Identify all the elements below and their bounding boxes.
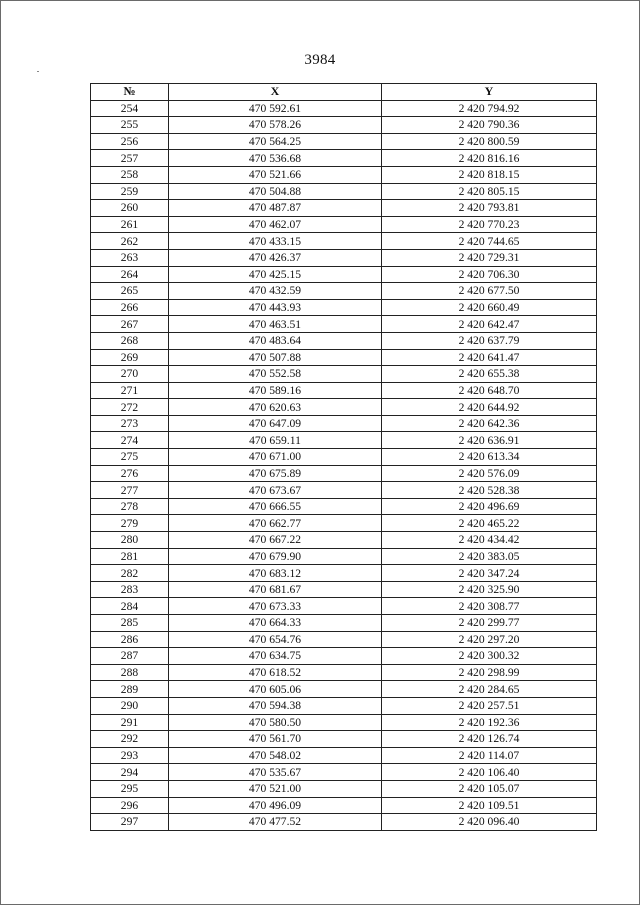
table-row — [91, 697, 597, 714]
cell-number: 286 — [91, 631, 169, 648]
table-row — [91, 249, 597, 266]
cell-x: 470 589.16 — [169, 382, 382, 399]
cell-y: 2 420 636.91 — [382, 432, 597, 449]
cell-number: 291 — [91, 714, 169, 731]
cell-number: 284 — [91, 598, 169, 615]
cell-number: 262 — [91, 233, 169, 250]
table-row — [91, 797, 597, 814]
cell-y: 2 420 192.36 — [382, 714, 597, 731]
cell-x: 470 535.67 — [169, 764, 382, 781]
table-row — [91, 349, 597, 366]
table-row — [91, 233, 597, 250]
cell-y: 2 420 655.38 — [382, 366, 597, 383]
cell-number: 270 — [91, 366, 169, 383]
cell-number: 254 — [91, 100, 169, 117]
table-row — [91, 731, 597, 748]
cell-y: 2 420 644.92 — [382, 399, 597, 416]
table-row — [91, 681, 597, 698]
table-row — [91, 548, 597, 565]
cell-number: 281 — [91, 548, 169, 565]
table-row — [91, 764, 597, 781]
table-row — [91, 648, 597, 665]
cell-y: 2 420 300.32 — [382, 648, 597, 665]
cell-x: 470 504.88 — [169, 183, 382, 200]
cell-x: 470 487.87 — [169, 200, 382, 217]
cell-x: 470 463.51 — [169, 316, 382, 333]
table-row — [91, 415, 597, 432]
table-row — [91, 399, 597, 416]
cell-x: 470 618.52 — [169, 664, 382, 681]
cell-y: 2 420 816.16 — [382, 150, 597, 167]
cell-x: 470 426.37 — [169, 249, 382, 266]
cell-number: 269 — [91, 349, 169, 366]
coordinates-table — [90, 83, 597, 831]
table-row — [91, 283, 597, 300]
cell-x: 470 667.22 — [169, 532, 382, 549]
cell-number: 260 — [91, 200, 169, 217]
cell-number: 265 — [91, 283, 169, 300]
cell-y: 2 420 465.22 — [382, 515, 597, 532]
table-row — [91, 449, 597, 466]
cell-number: 264 — [91, 266, 169, 283]
cell-y: 2 420 297.20 — [382, 631, 597, 648]
cell-y: 2 420 642.36 — [382, 415, 597, 432]
cell-y: 2 420 677.50 — [382, 283, 597, 300]
cell-y: 2 420 496.69 — [382, 498, 597, 515]
cell-number: 296 — [91, 797, 169, 814]
cell-y: 2 420 096.40 — [382, 814, 597, 831]
cell-x: 470 536.68 — [169, 150, 382, 167]
cell-x: 470 548.02 — [169, 747, 382, 764]
cell-x: 470 433.15 — [169, 233, 382, 250]
cell-number: 271 — [91, 382, 169, 399]
cell-x: 470 580.50 — [169, 714, 382, 731]
cell-x: 470 561.70 — [169, 731, 382, 748]
cell-number: 258 — [91, 166, 169, 183]
cell-x: 470 592.61 — [169, 100, 382, 117]
table-header-row — [91, 84, 597, 101]
cell-number: 273 — [91, 415, 169, 432]
cell-number: 294 — [91, 764, 169, 781]
page-number: 3984 — [304, 52, 336, 68]
table-row — [91, 615, 597, 632]
table-row — [91, 532, 597, 549]
cell-number: 280 — [91, 532, 169, 549]
cell-x: 470 654.76 — [169, 631, 382, 648]
cell-y: 2 420 347.24 — [382, 565, 597, 582]
cell-number: 283 — [91, 581, 169, 598]
cell-x: 470 659.11 — [169, 432, 382, 449]
cell-number: 292 — [91, 731, 169, 748]
cell-number: 255 — [91, 117, 169, 134]
cell-number: 295 — [91, 780, 169, 797]
table-row — [91, 515, 597, 532]
cell-x: 470 675.89 — [169, 465, 382, 482]
cell-number: 272 — [91, 399, 169, 416]
cell-x: 470 564.25 — [169, 133, 382, 150]
cell-x: 470 443.93 — [169, 299, 382, 316]
table-row — [91, 747, 597, 764]
cell-y: 2 420 613.34 — [382, 449, 597, 466]
cell-y: 2 420 641.47 — [382, 349, 597, 366]
cell-number: 267 — [91, 316, 169, 333]
cell-y: 2 420 642.47 — [382, 316, 597, 333]
cell-number: 263 — [91, 249, 169, 266]
cell-x: 470 483.64 — [169, 332, 382, 349]
cell-x: 470 620.63 — [169, 399, 382, 416]
cell-number: 287 — [91, 648, 169, 665]
cell-y: 2 420 818.15 — [382, 166, 597, 183]
cell-x: 470 673.33 — [169, 598, 382, 615]
cell-number: 274 — [91, 432, 169, 449]
cell-x: 470 552.58 — [169, 366, 382, 383]
cell-number: 282 — [91, 565, 169, 582]
table-row — [91, 183, 597, 200]
cell-y: 2 420 528.38 — [382, 482, 597, 499]
cell-x: 470 521.66 — [169, 166, 382, 183]
table-row — [91, 216, 597, 233]
cell-y: 2 420 744.65 — [382, 233, 597, 250]
cell-x: 470 477.52 — [169, 814, 382, 831]
cell-number: 268 — [91, 332, 169, 349]
cell-y: 2 420 660.49 — [382, 299, 597, 316]
header-x: X — [169, 84, 382, 101]
table-row — [91, 482, 597, 499]
cell-y: 2 420 298.99 — [382, 664, 597, 681]
cell-y: 2 420 790.36 — [382, 117, 597, 134]
cell-number: 278 — [91, 498, 169, 515]
table-row — [91, 366, 597, 383]
cell-x: 470 673.67 — [169, 482, 382, 499]
table-row — [91, 780, 597, 797]
cell-number: 289 — [91, 681, 169, 698]
cell-x: 470 507.88 — [169, 349, 382, 366]
header-number: № — [91, 84, 169, 101]
cell-y: 2 420 794.92 — [382, 100, 597, 117]
cell-y: 2 420 800.59 — [382, 133, 597, 150]
cell-y: 2 420 805.15 — [382, 183, 597, 200]
table-row — [91, 631, 597, 648]
table-row — [91, 166, 597, 183]
table-row — [91, 382, 597, 399]
table-row — [91, 581, 597, 598]
table-row — [91, 299, 597, 316]
table-row — [91, 266, 597, 283]
table-row — [91, 117, 597, 134]
cell-x: 470 683.12 — [169, 565, 382, 582]
cell-x: 470 647.09 — [169, 415, 382, 432]
table-row — [91, 432, 597, 449]
scan-speck — [37, 71, 39, 72]
cell-y: 2 420 383.05 — [382, 548, 597, 565]
table-row — [91, 316, 597, 333]
table-row — [91, 565, 597, 582]
cell-number: 288 — [91, 664, 169, 681]
cell-y: 2 420 299.77 — [382, 615, 597, 632]
cell-x: 470 425.15 — [169, 266, 382, 283]
header-y: Y — [382, 84, 597, 101]
cell-y: 2 420 706.30 — [382, 266, 597, 283]
cell-x: 470 578.26 — [169, 117, 382, 134]
cell-number: 297 — [91, 814, 169, 831]
cell-y: 2 420 105.07 — [382, 780, 597, 797]
cell-y: 2 420 637.79 — [382, 332, 597, 349]
cell-x: 470 496.09 — [169, 797, 382, 814]
table-row — [91, 664, 597, 681]
cell-number: 261 — [91, 216, 169, 233]
table-row — [91, 814, 597, 831]
cell-y: 2 420 308.77 — [382, 598, 597, 615]
cell-y: 2 420 109.51 — [382, 797, 597, 814]
cell-y: 2 420 770.23 — [382, 216, 597, 233]
cell-x: 470 432.59 — [169, 283, 382, 300]
cell-y: 2 420 434.42 — [382, 532, 597, 549]
cell-x: 470 605.06 — [169, 681, 382, 698]
cell-x: 470 664.33 — [169, 615, 382, 632]
cell-y: 2 420 648.70 — [382, 382, 597, 399]
cell-number: 279 — [91, 515, 169, 532]
cell-y: 2 420 257.51 — [382, 697, 597, 714]
cell-x: 470 594.38 — [169, 697, 382, 714]
cell-number: 290 — [91, 697, 169, 714]
cell-x: 470 666.55 — [169, 498, 382, 515]
cell-x: 470 681.67 — [169, 581, 382, 598]
table-row — [91, 100, 597, 117]
table-row — [91, 465, 597, 482]
cell-number: 277 — [91, 482, 169, 499]
table-row — [91, 150, 597, 167]
table-row — [91, 714, 597, 731]
cell-number: 293 — [91, 747, 169, 764]
table-row — [91, 332, 597, 349]
cell-y: 2 420 284.65 — [382, 681, 597, 698]
cell-x: 470 679.90 — [169, 548, 382, 565]
cell-x: 470 521.00 — [169, 780, 382, 797]
cell-number: 266 — [91, 299, 169, 316]
cell-number: 276 — [91, 465, 169, 482]
table-row — [91, 498, 597, 515]
cell-x: 470 671.00 — [169, 449, 382, 466]
cell-x: 470 662.77 — [169, 515, 382, 532]
table-row — [91, 133, 597, 150]
cell-y: 2 420 114.07 — [382, 747, 597, 764]
cell-x: 470 634.75 — [169, 648, 382, 665]
cell-number: 257 — [91, 150, 169, 167]
table-row — [91, 200, 597, 217]
cell-number: 259 — [91, 183, 169, 200]
cell-x: 470 462.07 — [169, 216, 382, 233]
cell-y: 2 420 106.40 — [382, 764, 597, 781]
cell-number: 275 — [91, 449, 169, 466]
cell-y: 2 420 793.81 — [382, 200, 597, 217]
cell-number: 256 — [91, 133, 169, 150]
cell-y: 2 420 325.90 — [382, 581, 597, 598]
cell-number: 285 — [91, 615, 169, 632]
cell-y: 2 420 729.31 — [382, 249, 597, 266]
cell-y: 2 420 576.09 — [382, 465, 597, 482]
table-row — [91, 598, 597, 615]
cell-y: 2 420 126.74 — [382, 731, 597, 748]
